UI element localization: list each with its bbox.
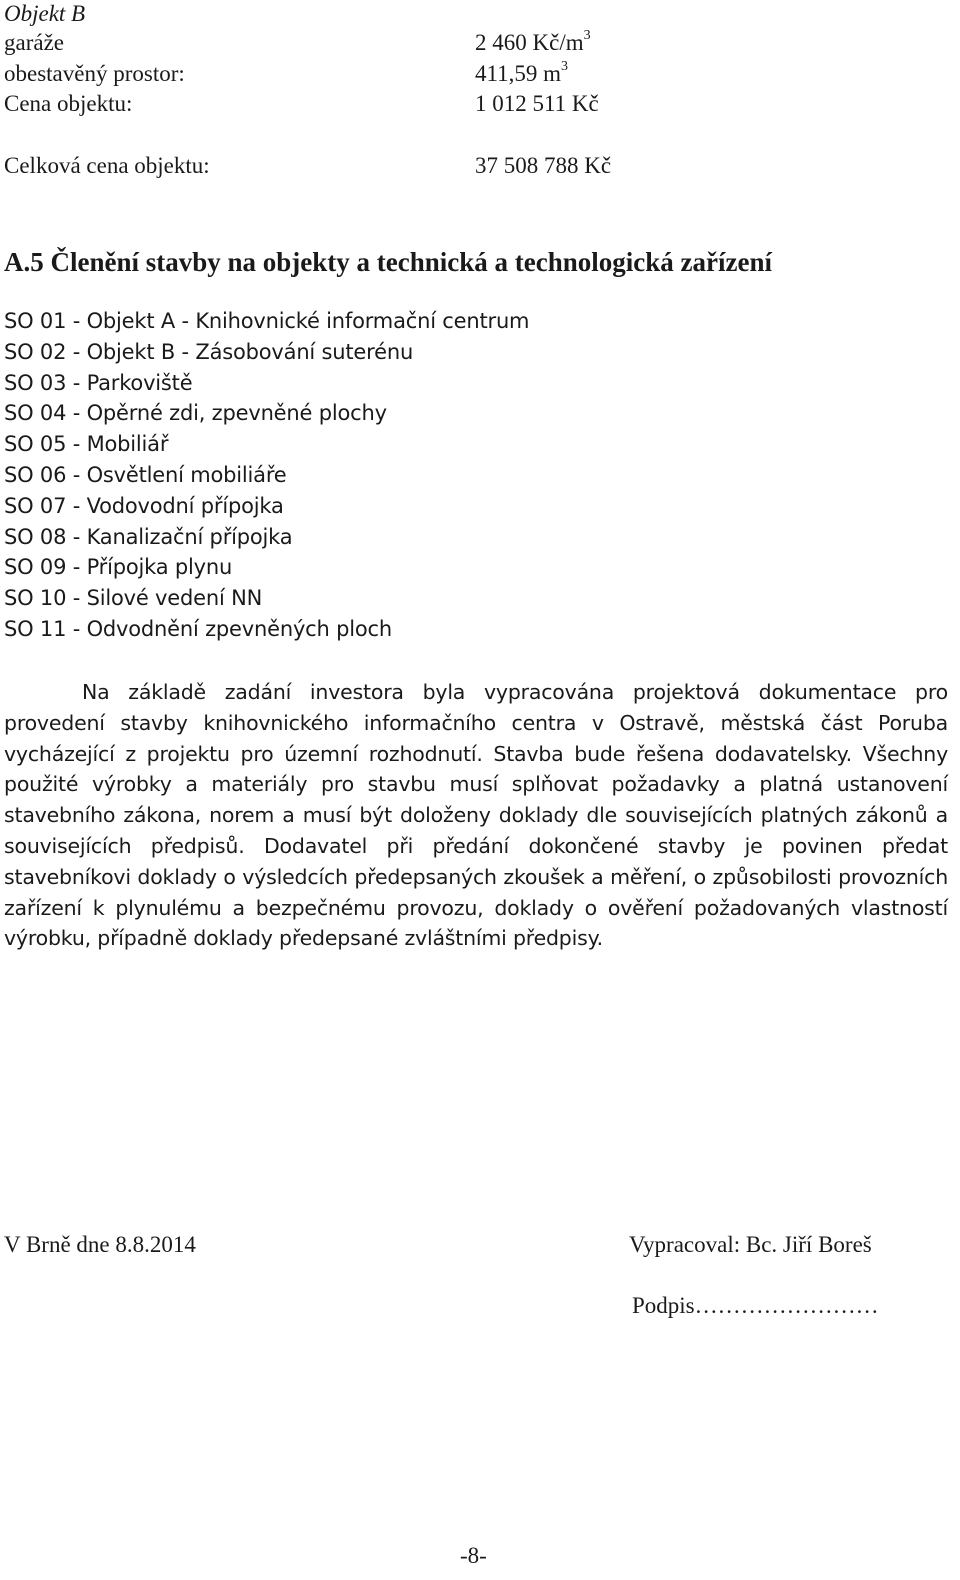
page-number: -8-: [460, 1543, 487, 1568]
list-item: SO 10 - Silové vedení NN: [4, 586, 263, 611]
building-objects-list: [4, 307, 529, 646]
object-b-row-garages-label: garáže: [4, 30, 64, 55]
list-item: SO 01 - Objekt A - Knihovnické informační centrum: [4, 309, 530, 333]
list-item: SO 03 - Parkoviště: [4, 370, 193, 395]
list-item: SO 08 - Kanalizační přípojka: [4, 524, 293, 549]
list-item: SO 05 - Mobiliář: [4, 432, 169, 457]
object-b-row-garages-value: 2 460 $Kč/m^3$: [475, 28, 591, 55]
section-heading: A.5 Členění stavby na objekty a technická a technologická zařízení: [4, 247, 772, 277]
object-b-row-price-label: Cena objektu:: [4, 91, 133, 116]
description-paragraph: [4, 677, 948, 954]
list-item: SO 02 - Objekt B - Zásobování suterénu: [4, 339, 414, 364]
list-item: SO 04 - Opěrné zdi, zpevněné plochy: [4, 401, 387, 426]
signature-line: Podpis……………………: [632, 1293, 879, 1318]
object-b-title: Objekt B: [4, 1, 86, 26]
total-price-label: Celková cena objektu:: [4, 153, 210, 178]
list-item: SO 09 - Přípojka plynu: [4, 555, 233, 580]
list-item: SO 11 - Odvodnění zpevněných ploch: [4, 616, 392, 641]
object-b-row-volume-label: obestavěný prostor:: [4, 61, 185, 86]
total-price-value: 37 508 788 Kč: [475, 153, 612, 178]
object-b-row-price-value: 1 012 511 Kč: [475, 91, 599, 116]
list-item: SO 06 - Osvětlení mobiliáře: [4, 462, 287, 487]
prepared-by: Vypracoval: Bc. Jiří Boreš: [629, 1232, 872, 1257]
place-and-date: V Brně dne 8.8.2014: [4, 1232, 196, 1257]
object-b-row-volume-value: 411,59 $m^3$: [475, 59, 569, 86]
paragraph-text: Na základě zadání investora byla vypracována projektová dokumentace pro provedení stavby knihovnického informačního centra v Ostravě, městská část Poruba vycházející z projektu pro územní rozhodnutí. Stavba bude řešena dodavatelsky. Všechny použité výrobky a materiály pro stavbu musí splňovat požadavky a platná ustanovení stavebního zákona, norem a musí být doloženy doklady dle souvisejících platných zákonů a souvisejících předpisů. Dodavatel při předání dokončené stavby je povinen předat stavebníkovi doklady o výsledcích předepsaných zkoušek a měření, o způsobilosti provozních zařízení k plynulému a bezpečnému provozu, doklady o ověření požadovaných vlastností výrobku, případně doklady předepsané zvláštními předpisy.: [4, 680, 948, 951]
list-item: SO 07 - Vodovodní přípojka: [4, 493, 284, 518]
